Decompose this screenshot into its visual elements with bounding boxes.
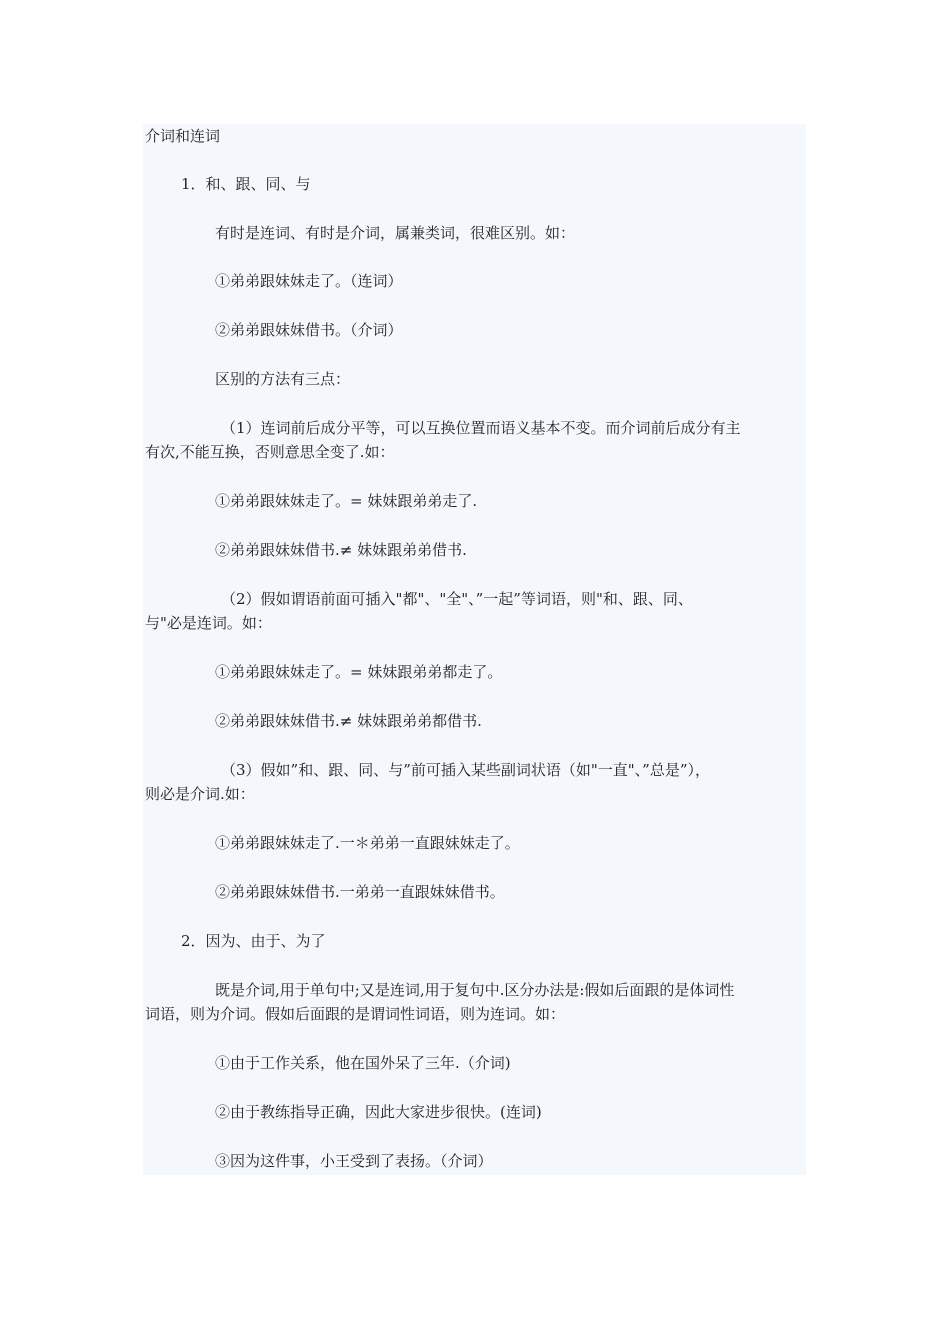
method-3-example-2: ②弟弟跟妹妹借书.一弟弟一直跟妹妹借书。 <box>215 883 505 901</box>
section-1-methods-intro: 区别的方法有三点： <box>215 370 351 388</box>
method-1-example-1: ①弟弟跟妹妹走了。= 妹妹跟弟弟走了. <box>215 492 478 510</box>
section-1-intro: 有时是连词、有时是介词，属兼类词，很难区别。如： <box>215 224 576 242</box>
method-2-example-1: ①弟弟跟妹妹走了。= 妹妹跟弟弟都走了。 <box>215 663 503 681</box>
method-2-line-1: （2）假如谓语前面可插入"都"、"全"、”一起”等词语，则"和、跟、同、 <box>221 590 693 608</box>
section-2-example-1: ①由于工作关系，他在国外呆了三年.（介词) <box>215 1054 511 1072</box>
section-2-intro-line-2: 词语，则为介词。假如后面跟的是谓词性词语，则为连词。如： <box>145 1005 566 1023</box>
method-3-line-1: （3）假如”和、跟、同、与”前可插入某些副词状语（如"一直"、”总是”）， <box>221 761 711 779</box>
method-3-example-1: ①弟弟跟妹妹走了.一＊弟弟一直跟妹妹走了。 <box>215 834 520 852</box>
method-3-line-2: 则必是介词.如： <box>145 785 255 803</box>
method-2-line-2: 与"必是连词。如： <box>145 614 272 632</box>
section-1-example-2: ②弟弟跟妹妹借书。（介词） <box>215 321 403 339</box>
section-2-intro-line-1: 既是介词,用于单句中;又是连词,用于复句中.区分办法是:假如后面跟的是体词性 <box>215 981 735 999</box>
method-2-example-2: ②弟弟跟妹妹借书.≠ 妹妹跟弟弟都借书. <box>215 712 482 730</box>
method-1-line-1: （1）连词前后成分平等，可以互换位置而语义基本不变。而介词前后成分有主 <box>221 419 741 437</box>
method-1-line-2: 有次,不能互换，否则意思全变了.如： <box>145 443 395 461</box>
section-2-example-2: ②由于教练指导正确，因此大家进步很快。(连词) <box>215 1103 542 1121</box>
document-title: 介词和连词 <box>145 127 221 145</box>
section-2-example-3: ③因为这件事，小王受到了表扬。（介词） <box>215 1152 493 1170</box>
section-2-heading: 2．因为、由于、为了 <box>181 932 326 950</box>
section-1-heading: 1．和、跟、同、与 <box>181 175 311 193</box>
section-1-example-1: ①弟弟跟妹妹走了。（连词） <box>215 272 403 290</box>
method-1-example-2: ②弟弟跟妹妹借书.≠ 妹妹跟弟弟借书. <box>215 541 467 559</box>
